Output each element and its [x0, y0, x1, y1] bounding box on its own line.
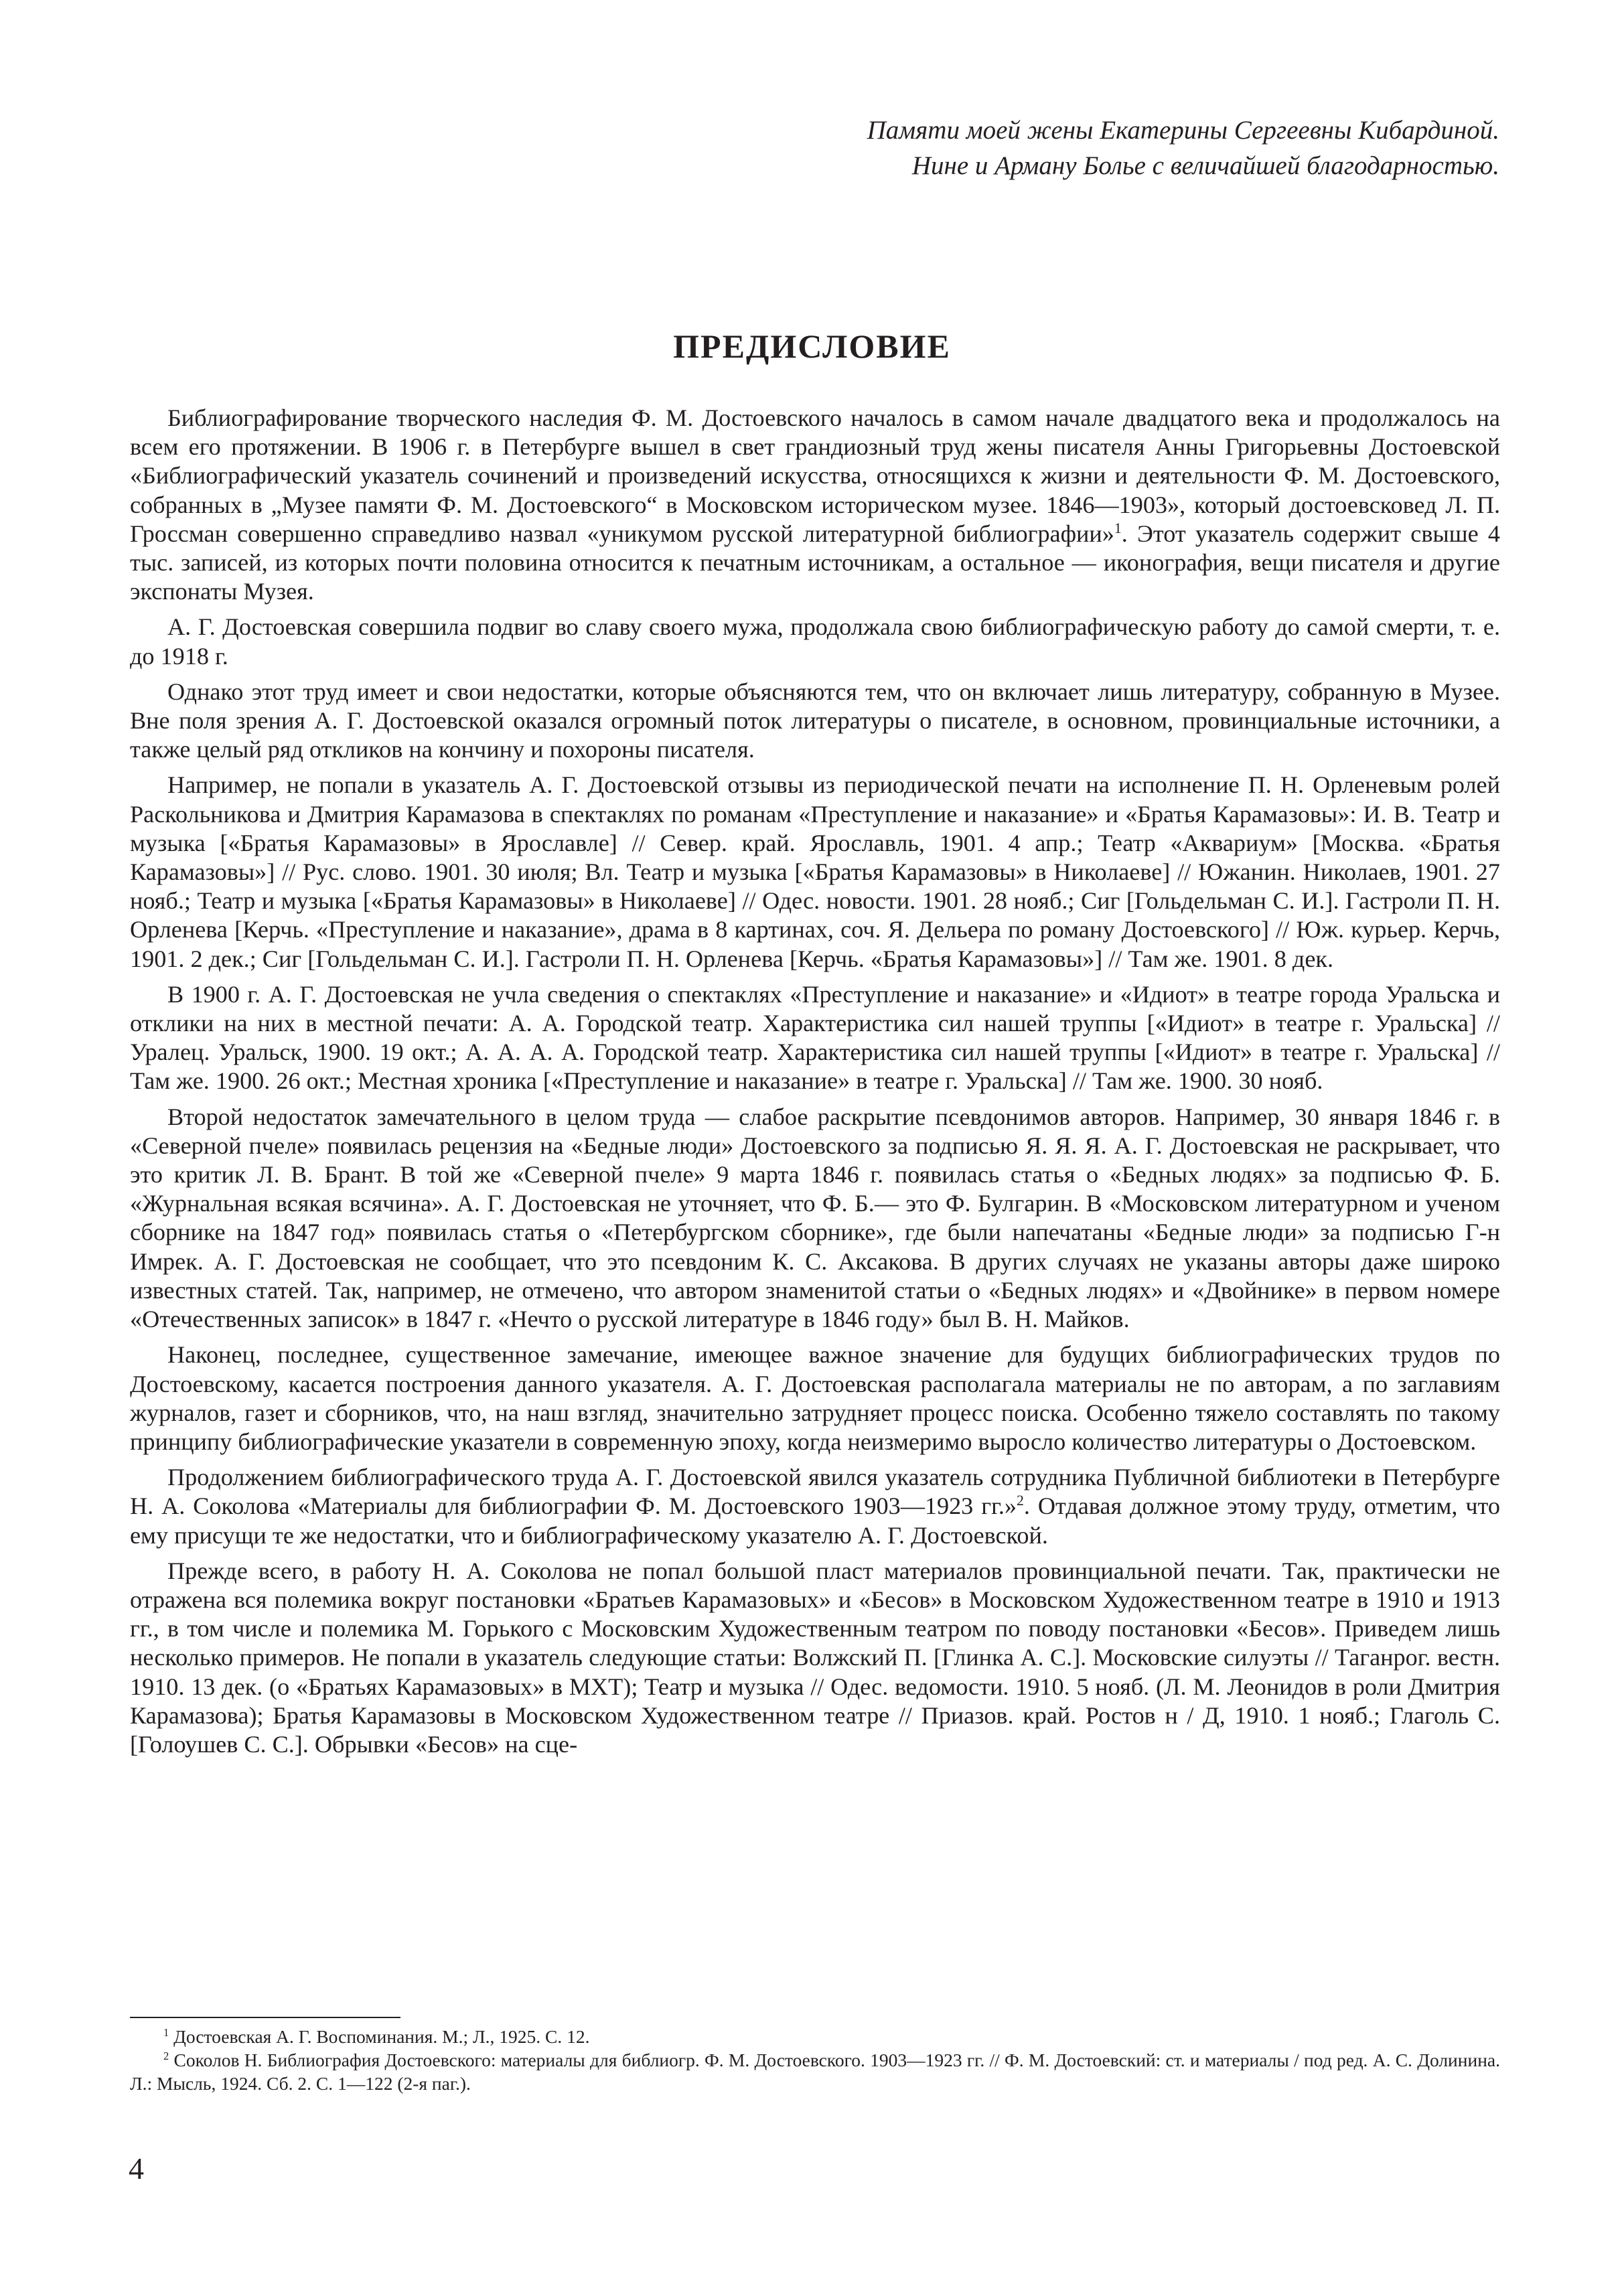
footnote-ref: 1 [1114, 520, 1122, 536]
footnote-number: 1 [163, 2025, 169, 2039]
chapter-title: ПРЕДИСЛОВИЕ [673, 327, 951, 365]
footnote-text: Соколов Н. Библиография Достоевского: материалы для библиогр. Ф. М. Достоевского. 1903—1923 гг. // Ф. М. Достоевский: ст. и материалы / под ред. А. С. Долинина. Л.: Мысль, 1924. Сб. 2. С. 1—122 (2-я паг.). [130, 2050, 1501, 2094]
body-text [130, 404, 1500, 1766]
paragraph [130, 404, 1500, 606]
footnote-ref: 2 [1016, 1493, 1024, 1509]
paragraph [130, 1463, 1500, 1550]
paragraph: В 1900 г. А. Г. Достоевская не учла сведения о спектаклях «Преступление и наказание» и «Идиот» в театре города Уральска и отклики на них в местной печати: А. А. Городской театр. Характеристика сил нашей труппы [«Идиот» в театре г. Уральска] // Уралец. Уральск, 1900. 19 окт.; А. А. А. А. Городской театр. Характеристика сил нашей труппы [«Идиот» в театре г. Уральска] // Там же. 1900. 26 окт.; Местная хроника [«Преступление и наказание» в театре г. Уральска] // Там же. 1900. 30 нояб. [130, 980, 1500, 1095]
paragraph-text: . Отдавая должное этому труду, отметим, что ему присущи те же недостатки, что и библиографическому указателю А. Г. Достоевской. [130, 1493, 1500, 1549]
footnote [130, 2048, 1500, 2095]
paragraph: Наконец, последнее, существенное замечание, имеющее важное значение для будущих библиографических трудов по Достоевскому, касается построения данного указателя. А. Г. Достоевская располагала материалы не по авторам, а по заглавиям журналов, газет и сборников, что, на наш взгляд, значительно затрудняет процесс поиска. Особенно тяжело составлять по такому принципу библиографические указатели в современную эпоху, когда неизмеримо выросло количество литературы о Достоевском. [130, 1341, 1500, 1455]
paragraph: А. Г. Достоевская совершила подвиг во славу своего мужа, продолжала свою библиографическую работу до самой смерти, т. е. до 1918 г. [130, 613, 1500, 670]
paragraph-text: . Этот указатель содержит свыше 4 тыс. записей, из которых почти половина относится к печатным источникам, а остальное — иконография, вещи писателя и другие экспонаты Музея. [130, 520, 1500, 605]
footnote [130, 2025, 1500, 2048]
paragraph: Например, не попали в указатель А. Г. Достоевской отзывы из периодической печати на исполнение П. Н. Орленевым ролей Раскольникова и Дмитрия Карамазова в спектаклях по романам «Преступление и наказание» и «Братья Карамазовы»: И. В. Театр и музыка [«Братья Карамазовы» в Ярославле] // Север. край. Ярославль, 1901. 4 апр.; Театр «Аквариум» [Москва. «Братья Карамазовы»] // Рус. слово. 1901. 30 июля; Вл. Театр и музыка [«Братья Карамазовы» в Николаеве] // Южанин. Николаев, 1901. 27 нояб.; Театр и музыка [«Братья Карамазовы» в Николаеве] // Одес. новости. 1901. 28 нояб.; Сиг [Гольдельман С. И.]. Гастроли П. Н. Орленева [Керчь. «Преступление и наказание», драма в 8 картинах, соч. Я. Дельера по роману Достоевского] // Юж. курьер. Керчь, 1901. 2 дек.; Сиг [Гольдельман С. И.]. Гастроли П. Н. Орленева [Керчь. «Братья Карамазовы»] // Там же. 1901. 8 дек. [130, 771, 1500, 972]
epigraph-line: Нине и Арману Болье с величайшей благодарностью. [911, 151, 1499, 180]
footnote-text: Достоевская А. Г. Воспоминания. М.; Л., 1925. С. 12. [173, 2026, 590, 2047]
epigraph-line: Памяти моей жены Екатерины Сергеевны Кибардиной. [867, 116, 1499, 145]
paragraph: Прежде всего, в работу Н. А. Соколова не попал большой пласт материалов провинциальной печати. Так, практически не отражена вся полемика вокруг постановки «Братьев Карамазовых» и «Бесов» в Московском Художественном театре в 1910 и 1913 гг., в том числе и полемика М. Горького с Московским Художественным театром по поводу постановки «Бесов». Приведем лишь несколько примеров. Не попали в указатель следующие статьи: Волжский П. [Глинка А. С.]. Московские силуэты // Таганрог. вестн. 1910. 13 дек. (о «Братьях Карамазовых» в МХТ); Театр и музыка // Одес. ведомости. 1910. 5 нояб. (Л. М. Леонидов в роли Дмитрия Карамазова); Братья Карамазовы в Московском Художественном театре // Приазов. край. Ростов н / Д, 1910. 1 нояб.; Глаголь С. [Голоушев С. С.]. Обрывки «Бесов» на сце- [130, 1557, 1500, 1758]
footnote-divider [130, 2017, 400, 2018]
footnotes [130, 2025, 1500, 2095]
page-number: 4 [129, 2151, 144, 2186]
epigraph [294, 112, 1499, 183]
footnote-number: 2 [163, 2049, 169, 2062]
paragraph: Однако этот труд имеет и свои недостатки, которые объясняются тем, что он включает лишь литературу, собранную в Музее. Вне поля зрения А. Г. Достоевской оказался огромный поток литературы о писателе, в основном, провинциальные источники, а также целый ряд откликов на кончину и похороны писателя. [130, 678, 1500, 763]
paragraph-text: Библиографирование творческого наследия Ф. М. Достоевского началось в самом начале двадцатого века и продолжалось на всем его протяжении. В 1906 г. в Петербурге вышел в свет грандиозный труд жены писателя Анны Григорьевны Достоевской «Библиографический указатель сочинений и произведений искусства, относящихся к жизни и деятельности Ф. М. Достоевского, собранных в „Музее памяти Ф. М. Достоевского“ в Московском историческом музее. 1846—1903», который достоевсковед Л. П. Гроссман совершенно справедливо назвал «уникумом русской литературной библиографии» [130, 404, 1500, 547]
paragraph-text: Продолжением библиографического труда А. Г. Достоевской явился указатель сотрудника Публичной библиотеки в Петербурге Н. А. Соколова «Материалы для библиографии Ф. М. Достоевского 1903—1923 гг.» [130, 1464, 1500, 1520]
paragraph: Второй недостаток замечательного в целом труда — слабое раскрытие псевдонимов авторов. Например, 30 января 1846 г. в «Северной пчеле» появилась рецензия на «Бедные люди» Достоевского за подписью Я. Я. Я. А. Г. Достоевская не раскрывает, что это критик Л. В. Брант. В той же «Северной пчеле» 9 марта 1846 г. появилась статья о «Бедных людях» за подписью Ф. Б. «Журнальная всякая всячина». А. Г. Достоевская не уточняет, что Ф. Б.— это Ф. Булгарин. В «Московском литературном и ученом сборнике на 1847 год» появилась статья о «Петербургском сборнике», где были напечатаны «Бедные люди» за подписью Г-н Имрек. А. Г. Достоевская не сообщает, что это псевдоним К. С. Аксакова. В других случаях не указаны авторы даже широко известных статей. Так, например, не отмечено, что автором знаменитой статьи о «Бедных людях» и «Двойнике» в первом номере «Отечественных записок» в 1847 г. «Нечто о русской литературе в 1846 году» был В. Н. Майков. [130, 1103, 1500, 1333]
